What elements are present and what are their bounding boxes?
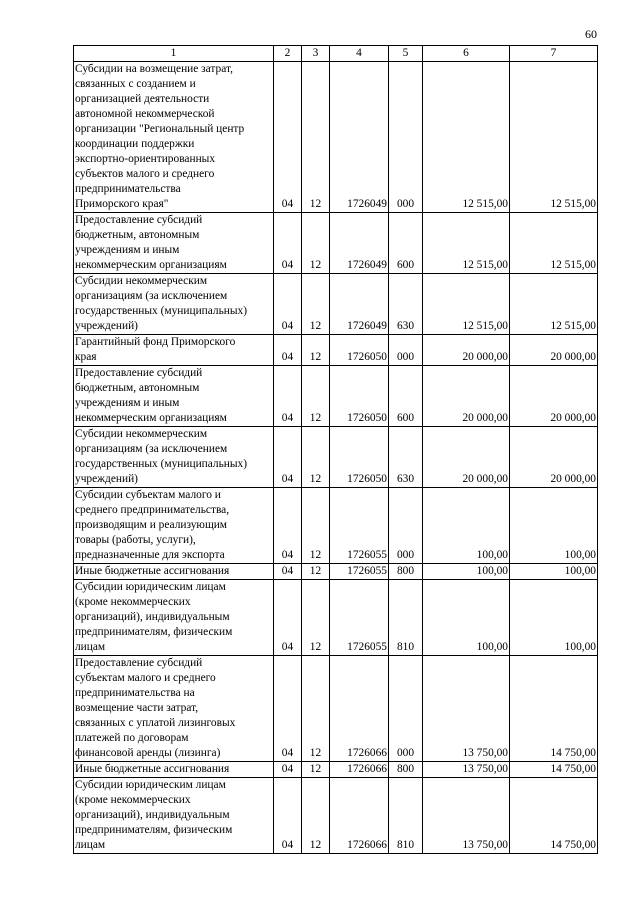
amount-year-2: 20 000,00 bbox=[510, 335, 598, 366]
section-code: 04 bbox=[274, 656, 302, 762]
amount-year-1: 12 515,00 bbox=[423, 213, 510, 274]
row-name-line: учреждений) bbox=[75, 320, 138, 332]
expense-type-code: 810 bbox=[389, 778, 423, 854]
amount-year-2: 12 515,00 bbox=[510, 213, 598, 274]
table-row bbox=[74, 564, 598, 580]
amount-year-1: 13 750,00 bbox=[423, 778, 510, 854]
row-name-line: Субсидии юридическим лицам bbox=[75, 581, 226, 593]
row-name-line: Гарантийный фонд Приморского bbox=[75, 336, 236, 348]
table-row bbox=[74, 656, 598, 762]
column-header: 3 bbox=[302, 46, 330, 62]
amount-year-2: 12 515,00 bbox=[510, 62, 598, 213]
expense-type-code: 800 bbox=[389, 564, 423, 580]
subsection-code: 12 bbox=[302, 564, 330, 580]
target-article-code: 1726049 bbox=[330, 274, 389, 335]
row-name bbox=[74, 778, 274, 854]
row-name-line: предпринимательства на bbox=[75, 687, 195, 699]
row-name-line: Иные бюджетные ассигнования bbox=[75, 763, 230, 775]
row-name-line: Субсидии юридическим лицам bbox=[75, 779, 226, 791]
row-name-line: лицам bbox=[75, 641, 106, 653]
row-name-line: организаций), индивидуальным bbox=[75, 611, 230, 623]
section-code: 04 bbox=[274, 580, 302, 656]
row-name-line: учреждениям и иным bbox=[75, 397, 180, 409]
row-name-line: среднего предпринимательства, bbox=[75, 504, 230, 516]
subsection-code: 12 bbox=[302, 366, 330, 427]
section-code: 04 bbox=[274, 427, 302, 488]
expense-type-code: 630 bbox=[389, 274, 423, 335]
target-article-code: 1726066 bbox=[330, 656, 389, 762]
row-name-line: организациям (за исключением bbox=[75, 290, 228, 302]
page-number: 60 bbox=[585, 27, 597, 41]
amount-year-2: 100,00 bbox=[510, 488, 598, 564]
expense-type-code: 600 bbox=[389, 366, 423, 427]
table-row bbox=[74, 335, 598, 366]
row-name-line: Иные бюджетные ассигнования bbox=[75, 565, 230, 577]
expense-type-code: 000 bbox=[389, 656, 423, 762]
table-row bbox=[74, 488, 598, 564]
target-article-code: 1726050 bbox=[330, 366, 389, 427]
target-article-code: 1726055 bbox=[330, 564, 389, 580]
row-name-line: предназначенные для экспорта bbox=[75, 549, 225, 561]
row-name-line: товары (работы, услуги), bbox=[75, 534, 196, 546]
row-name-line: края bbox=[75, 351, 97, 363]
amount-year-1: 12 515,00 bbox=[423, 274, 510, 335]
table-row bbox=[74, 366, 598, 427]
table-row bbox=[74, 427, 598, 488]
row-name-line: Приморского края" bbox=[75, 198, 169, 210]
column-header: 5 bbox=[389, 46, 423, 62]
target-article-code: 1726050 bbox=[330, 335, 389, 366]
row-name-line: государственных (муниципальных) bbox=[75, 305, 248, 317]
amount-year-2: 20 000,00 bbox=[510, 427, 598, 488]
row-name-line: экспортно-ориентированных bbox=[75, 153, 216, 165]
table-header-row bbox=[74, 46, 598, 62]
subsection-code: 12 bbox=[302, 335, 330, 366]
row-name-line: организации "Региональный центр bbox=[75, 123, 245, 135]
amount-year-1: 100,00 bbox=[423, 488, 510, 564]
target-article-code: 1726066 bbox=[330, 778, 389, 854]
row-name-line: субъектов малого и среднего bbox=[75, 168, 215, 180]
row-name bbox=[74, 656, 274, 762]
row-name bbox=[74, 366, 274, 427]
target-article-code: 1726055 bbox=[330, 580, 389, 656]
row-name-line: Предоставление субсидий bbox=[75, 657, 203, 669]
expense-type-code: 000 bbox=[389, 488, 423, 564]
section-code: 04 bbox=[274, 335, 302, 366]
subsection-code: 12 bbox=[302, 62, 330, 213]
expense-type-code: 000 bbox=[389, 335, 423, 366]
expense-type-code: 000 bbox=[389, 62, 423, 213]
section-code: 04 bbox=[274, 62, 302, 213]
row-name-line: Предоставление субсидий bbox=[75, 367, 203, 379]
expense-type-code: 800 bbox=[389, 762, 423, 778]
target-article-code: 1726050 bbox=[330, 427, 389, 488]
subsection-code: 12 bbox=[302, 488, 330, 564]
row-name-line: предпринимательства bbox=[75, 183, 181, 195]
row-name-line: организаций), индивидуальным bbox=[75, 809, 230, 821]
table-row bbox=[74, 762, 598, 778]
amount-year-2: 20 000,00 bbox=[510, 366, 598, 427]
subsection-code: 12 bbox=[302, 213, 330, 274]
target-article-code: 1726055 bbox=[330, 488, 389, 564]
row-name-line: связанных с уплатой лизинговых bbox=[75, 717, 236, 729]
row-name-line: возмещение части затрат, bbox=[75, 702, 199, 714]
row-name-line: организацией деятельности bbox=[75, 93, 210, 105]
row-name-line: Субсидии некоммерческим bbox=[75, 275, 208, 287]
row-name-line: государственных (муниципальных) bbox=[75, 458, 248, 470]
table-row bbox=[74, 62, 598, 213]
table-row bbox=[74, 213, 598, 274]
column-header: 6 bbox=[423, 46, 510, 62]
target-article-code: 1726049 bbox=[330, 213, 389, 274]
subsection-code: 12 bbox=[302, 778, 330, 854]
section-code: 04 bbox=[274, 366, 302, 427]
row-name-line: (кроме некоммерческих bbox=[75, 794, 191, 806]
row-name bbox=[74, 488, 274, 564]
table-row bbox=[74, 580, 598, 656]
target-article-code: 1726066 bbox=[330, 762, 389, 778]
subsection-code: 12 bbox=[302, 274, 330, 335]
table-row bbox=[74, 778, 598, 854]
row-name-line: учреждениям и иным bbox=[75, 244, 180, 256]
column-header: 7 bbox=[510, 46, 598, 62]
row-name bbox=[74, 62, 274, 213]
section-code: 04 bbox=[274, 274, 302, 335]
amount-year-1: 13 750,00 bbox=[423, 656, 510, 762]
row-name-line: финансовой аренды (лизинга) bbox=[75, 747, 221, 759]
amount-year-1: 100,00 bbox=[423, 564, 510, 580]
table-row bbox=[74, 274, 598, 335]
row-name-line: связанных с созданием и bbox=[75, 78, 196, 90]
row-name-line: бюджетным, автономным bbox=[75, 229, 200, 241]
row-name-line: предпринимателям, физическим bbox=[75, 824, 233, 836]
row-name bbox=[74, 564, 274, 580]
section-code: 04 bbox=[274, 778, 302, 854]
row-name-line: учреждений) bbox=[75, 473, 138, 485]
row-name bbox=[74, 762, 274, 778]
row-name-line: некоммерческим организациям bbox=[75, 412, 227, 424]
row-name bbox=[74, 274, 274, 335]
amount-year-2: 14 750,00 bbox=[510, 656, 598, 762]
row-name-line: организациям (за исключением bbox=[75, 443, 228, 455]
subsection-code: 12 bbox=[302, 580, 330, 656]
target-article-code: 1726049 bbox=[330, 62, 389, 213]
row-name-line: автономной некоммерческой bbox=[75, 108, 215, 120]
row-name-line: Субсидии на возмещение затрат, bbox=[75, 63, 233, 75]
row-name bbox=[74, 213, 274, 274]
amount-year-1: 13 750,00 bbox=[423, 762, 510, 778]
amount-year-1: 100,00 bbox=[423, 580, 510, 656]
column-header: 1 bbox=[74, 46, 274, 62]
section-code: 04 bbox=[274, 213, 302, 274]
expense-type-code: 810 bbox=[389, 580, 423, 656]
row-name-line: бюджетным, автономным bbox=[75, 382, 200, 394]
budget-table bbox=[73, 45, 598, 854]
section-code: 04 bbox=[274, 488, 302, 564]
column-header: 2 bbox=[274, 46, 302, 62]
row-name-line: предпринимателям, физическим bbox=[75, 626, 233, 638]
subsection-code: 12 bbox=[302, 762, 330, 778]
row-name-line: некоммерческим организациям bbox=[75, 259, 227, 271]
amount-year-1: 20 000,00 bbox=[423, 427, 510, 488]
subsection-code: 12 bbox=[302, 656, 330, 762]
expense-type-code: 600 bbox=[389, 213, 423, 274]
amount-year-1: 12 515,00 bbox=[423, 62, 510, 213]
row-name-line: Предоставление субсидий bbox=[75, 214, 203, 226]
expense-type-code: 630 bbox=[389, 427, 423, 488]
row-name bbox=[74, 335, 274, 366]
row-name-line: (кроме некоммерческих bbox=[75, 596, 191, 608]
row-name-line: платежей по договорам bbox=[75, 732, 189, 744]
row-name bbox=[74, 580, 274, 656]
section-code: 04 bbox=[274, 762, 302, 778]
row-name bbox=[74, 427, 274, 488]
subsection-code: 12 bbox=[302, 427, 330, 488]
section-code: 04 bbox=[274, 564, 302, 580]
row-name-line: Субсидии субъектам малого и bbox=[75, 489, 221, 501]
column-header: 4 bbox=[330, 46, 389, 62]
amount-year-2: 14 750,00 bbox=[510, 778, 598, 854]
amount-year-2: 14 750,00 bbox=[510, 762, 598, 778]
amount-year-2: 100,00 bbox=[510, 580, 598, 656]
amount-year-1: 20 000,00 bbox=[423, 335, 510, 366]
row-name-line: координации поддержки bbox=[75, 138, 195, 150]
amount-year-2: 12 515,00 bbox=[510, 274, 598, 335]
row-name-line: субъектам малого и среднего bbox=[75, 672, 216, 684]
row-name-line: Субсидии некоммерческим bbox=[75, 428, 208, 440]
row-name-line: производящим и реализующим bbox=[75, 519, 228, 531]
amount-year-1: 20 000,00 bbox=[423, 366, 510, 427]
amount-year-2: 100,00 bbox=[510, 564, 598, 580]
row-name-line: лицам bbox=[75, 839, 106, 851]
